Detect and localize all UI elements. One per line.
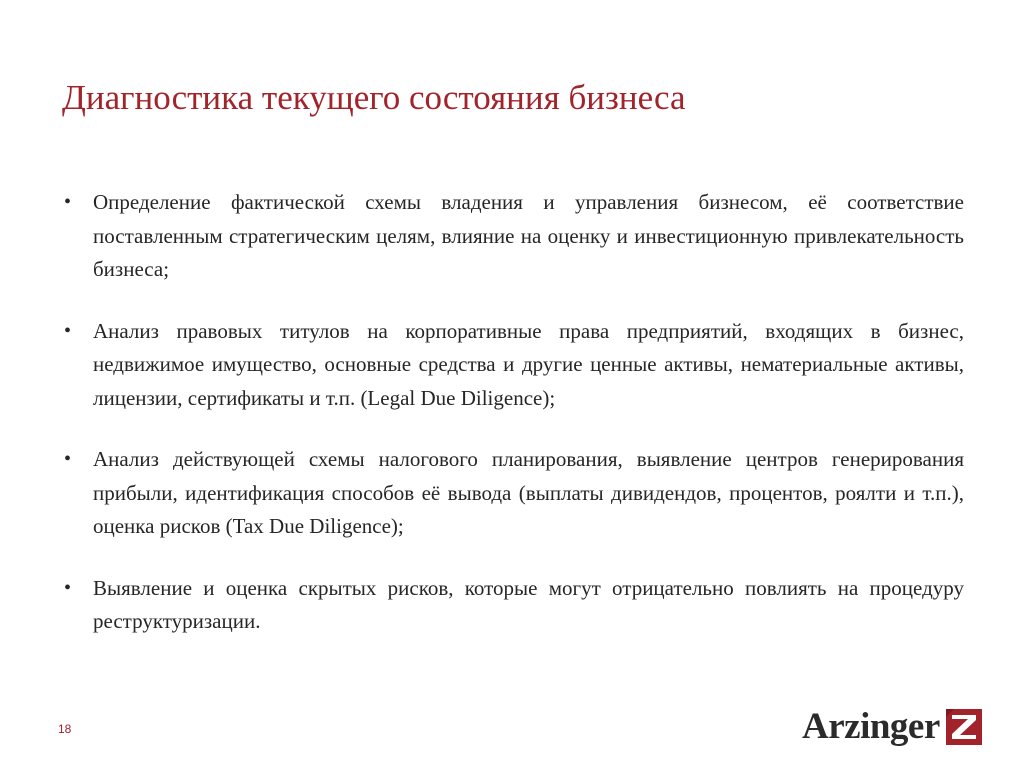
arzinger-logo-mark-icon — [945, 708, 983, 746]
bullet-dot-icon: • — [64, 191, 72, 213]
bullet-item — [62, 186, 964, 287]
bullet-item — [62, 572, 964, 639]
arzinger-logo — [802, 706, 983, 748]
bullet-dot-icon: • — [64, 576, 72, 599]
logo-text: Arzinger — [802, 706, 940, 747]
bullet-item — [62, 315, 964, 416]
bullet-text: Анализ правовых титулов на корпоративные права предприятий, входящих в бизнес, недвижимое имущество, основные средства и другие ценные активы, нематериальные активы, лицензии, сертификаты и т.п. (Legal Due Diligence); — [93, 318, 964, 410]
bullet-text: Выявление и оценка скрытых рисков, которые могут отрицательно повлиять на процедуру реструктуризации. — [93, 575, 964, 633]
page-number: 18 — [58, 722, 72, 736]
bullet-text: Анализ действующей схемы налогового планирования, выявление центров генерирования прибыли, идентификация способов её вывода (выплаты дивидендов, процентов, роялти и т.п.), оценка рисков (Tax Due Diligence); — [93, 447, 964, 538]
bullet-text: Определение фактической схемы владения и управления бизнесом, её соответствие поставленным стратегическим целям, влияние на оценку и инвестиционную привлекательность бизнеса; — [93, 190, 964, 281]
slide-title: Диагностика текущего состояния бизнеса — [62, 78, 686, 117]
bullet-dot-icon: • — [64, 448, 72, 470]
bullet-dot-icon: • — [64, 319, 72, 342]
bullet-item — [62, 443, 964, 544]
bullet-list — [62, 186, 964, 667]
